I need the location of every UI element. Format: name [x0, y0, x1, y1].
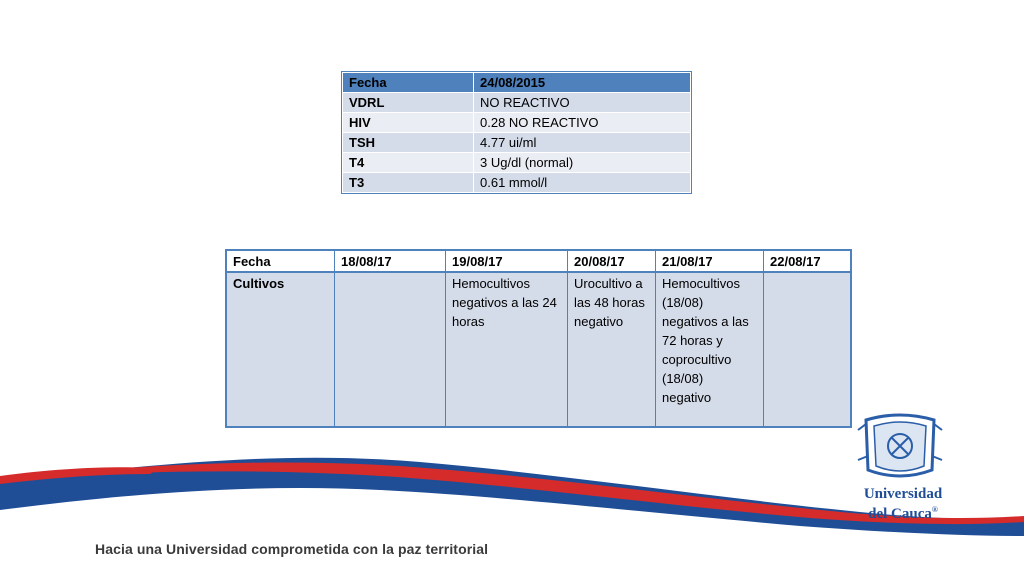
lab-results-table: [342, 72, 691, 193]
table-header-row: [227, 251, 851, 273]
empty-cell: [764, 272, 851, 427]
cell-line: Urocultivo a: [574, 276, 643, 291]
test-value: 0.61 mmol/l: [474, 173, 691, 193]
cultures-table: [226, 250, 851, 427]
row-label-cell: [227, 272, 335, 427]
table-row: [343, 133, 691, 153]
university-name: [848, 487, 958, 522]
test-name: T3: [343, 173, 474, 193]
header-cell: 24/08/2015: [474, 73, 691, 93]
empty-cell: [335, 272, 446, 427]
header-cell: 22/08/17: [764, 251, 851, 273]
cell-line: (18/08): [662, 371, 704, 386]
cell-line: negativos a las 24: [452, 295, 557, 310]
test-name: VDRL: [343, 93, 474, 113]
result-cell: [446, 272, 568, 427]
test-value: NO REACTIVO: [474, 93, 691, 113]
header-cell: 20/08/17: [568, 251, 656, 273]
university-name-line2: del Cauca®: [868, 505, 938, 522]
cell-line: negativo: [662, 390, 712, 405]
table-row: [343, 153, 691, 173]
cell-line: 72 horas y: [662, 333, 723, 348]
cell-line: las 48 horas: [574, 295, 645, 310]
header-cell: Fecha: [227, 251, 335, 273]
cell-line: Hemocultivos: [662, 276, 741, 291]
cell-line: coprocultivo: [662, 352, 732, 367]
test-name: TSH: [343, 133, 474, 153]
cell-line: negativo: [574, 314, 624, 329]
header-cell: 18/08/17: [335, 251, 446, 273]
university-name-line1: Universidad: [863, 486, 943, 502]
test-value: 3 Ug/dl (normal): [474, 153, 691, 173]
table-header-row: [343, 73, 691, 93]
header-cell: Fecha: [343, 73, 474, 93]
result-cell: [656, 272, 764, 427]
header-cell: 21/08/17: [656, 251, 764, 273]
cell-line: Hemocultivos: [452, 276, 531, 291]
table-row: [343, 113, 691, 133]
cell-line: negativos a las: [662, 314, 749, 329]
cell-line: Cultivos: [233, 276, 285, 291]
cell-line: (18/08): [662, 295, 704, 310]
table-row: [227, 272, 851, 427]
test-name: HIV: [343, 113, 474, 133]
header-cell: 19/08/17: [446, 251, 568, 273]
test-name: T4: [343, 153, 474, 173]
table-row: [343, 93, 691, 113]
footer-slogan: Hacia una Universidad comprometida con la paz territorial: [95, 541, 489, 557]
result-cell: [568, 272, 656, 427]
table-row: [343, 173, 691, 193]
test-value: 4.77 ui/ml: [474, 133, 691, 153]
cell-line: horas: [452, 314, 485, 329]
test-value: 0.28 NO REACTIVO: [474, 113, 691, 133]
registered-mark: ®: [931, 505, 938, 514]
